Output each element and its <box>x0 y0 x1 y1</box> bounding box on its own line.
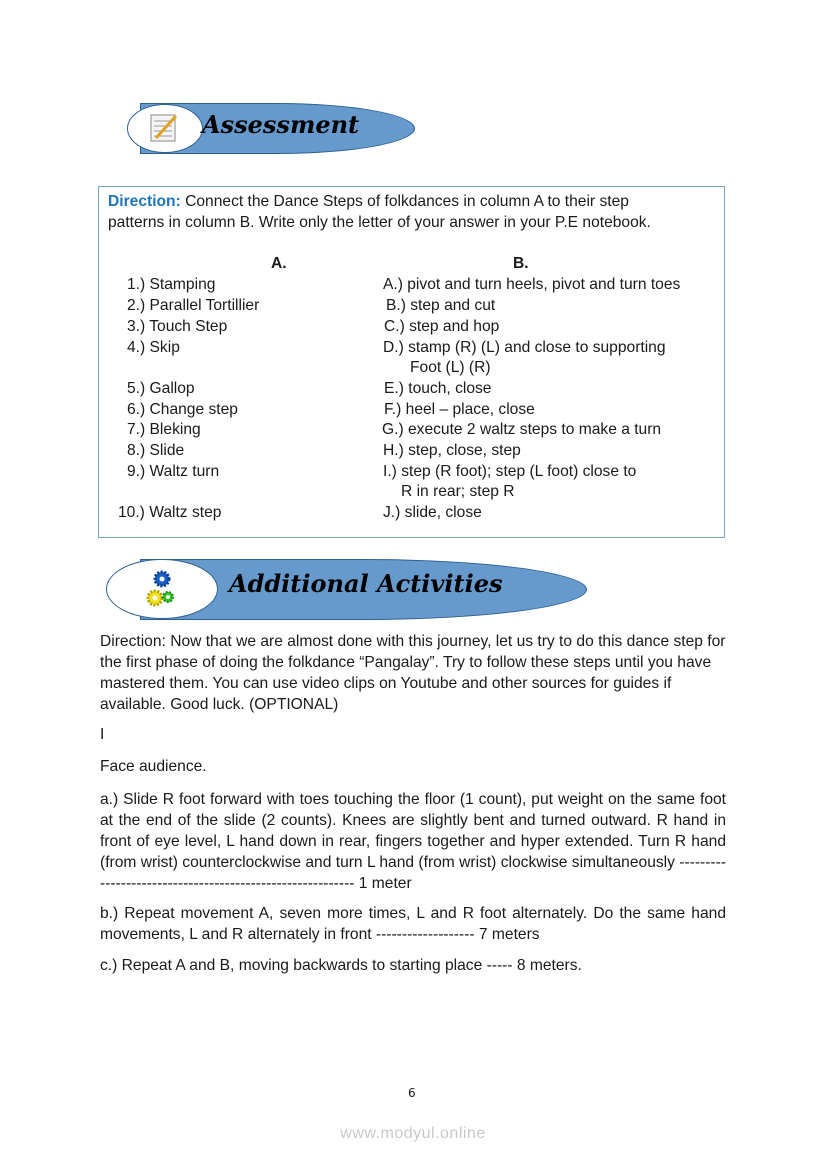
column-b-item: J.) slide, close <box>383 504 482 521</box>
column-a-item: 3.) Touch Step <box>127 318 228 335</box>
column-a-item: 5.) Gallop <box>127 380 195 397</box>
column-b-item: C.) step and hop <box>384 318 500 335</box>
section-numeral: I <box>100 726 105 743</box>
step-c: c.) Repeat A and B, moving backwards to starting place ----- 8 meters. <box>100 957 582 974</box>
assessment-title: Assessment <box>202 110 360 139</box>
column-a-item: 4.) Skip <box>127 339 180 356</box>
additional-direction: Direction: Now that we are almost done with this journey, let us try to do this dance step for the first phase of doing the folkdance “Pangalay”. Try to follow these steps until you have mastered them. You can use video clips on Youtube and other sources for guides if available. Good luck. (OPTIONAL) <box>100 633 726 713</box>
assessment-icon-oval <box>127 104 203 153</box>
additional-activities-title: Additional Activities <box>229 569 503 598</box>
page-number: 6 <box>408 1086 416 1100</box>
column-a-item: 8.) Slide <box>127 442 185 459</box>
column-a-header: A. <box>271 255 287 272</box>
column-a-item: 1.) Stamping <box>127 276 216 293</box>
direction-label: Direction: <box>108 193 181 210</box>
column-b-item: B.) step and cut <box>386 297 496 314</box>
step-a: a.) Slide R foot forward with toes touching the floor (1 count), put weight on the same foot at the end of the slide (2 counts). Knees are slightly bent and turned outward. R hand in front of eye level, L hand down in rear, fingers together and hyper extended. Turn R hand (from wrist) counterclockwise and turn L hand (from wrist) clockwise simultaneously ---------------------------------------------------------- 1 meter <box>100 791 726 892</box>
column-b-item-continued: R in rear; step R <box>401 483 515 500</box>
step-b: b.) Repeat movement A, seven more times, L and R foot alternately. Do the same hand movements, L and R alternately in front ------------------- 7 meters <box>100 905 726 943</box>
face-audience-text: Face audience. <box>100 758 207 775</box>
notepad-pencil-icon <box>148 112 180 144</box>
gears-icon <box>145 569 179 609</box>
assessment-direction-line1 <box>108 192 629 212</box>
direction-text: Connect the Dance Steps of folkdances in column A to their step <box>180 193 629 210</box>
column-b-item: H.) step, close, step <box>383 442 521 459</box>
column-b-item-continued: Foot (L) (R) <box>410 359 491 376</box>
column-b-item: E.) touch, close <box>384 380 492 397</box>
watermark: www.modyul.online <box>340 1125 486 1142</box>
column-a-item: 10.) Waltz step <box>118 504 222 521</box>
column-b-item: F.) heel – place, close <box>384 401 535 418</box>
column-a-item: 7.) Bleking <box>127 421 201 438</box>
assessment-direction-line2: patterns in column B. Write only the letter of your answer in your P.E notebook. <box>108 214 651 231</box>
column-a-item: 6.) Change step <box>127 401 238 418</box>
column-a-item: 2.) Parallel Tortillier <box>127 297 260 314</box>
column-b-item: I.) step (R foot); step (L foot) close to <box>383 463 637 480</box>
column-b-item: G.) execute 2 waltz steps to make a turn <box>382 421 662 438</box>
column-b-item: A.) pivot and turn heels, pivot and turn toes <box>383 276 681 293</box>
column-b-item: D.) stamp (R) (L) and close to supporting <box>383 339 666 356</box>
additional-icon-oval <box>106 559 218 619</box>
column-a-item: 9.) Waltz turn <box>127 463 220 480</box>
column-b-header: B. <box>513 255 529 272</box>
